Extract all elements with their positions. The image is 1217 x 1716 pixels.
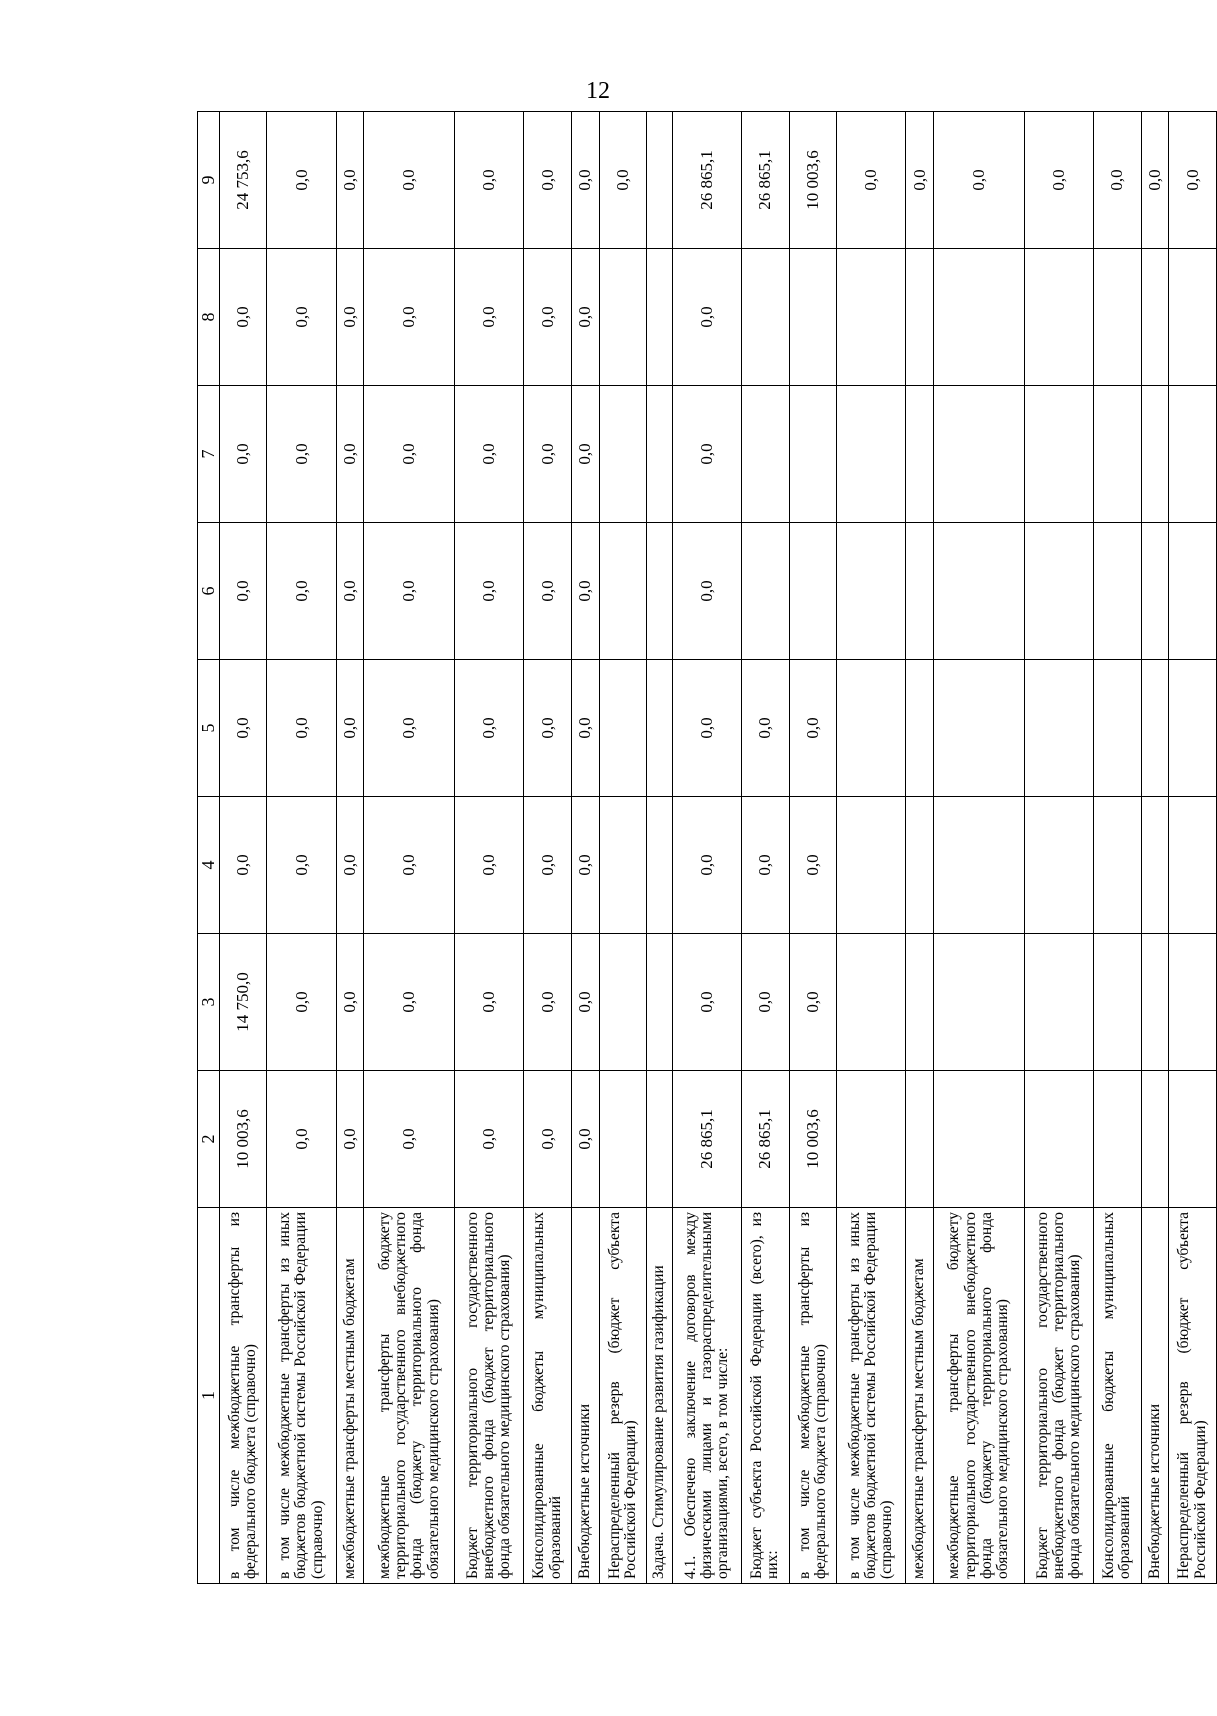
column-header: 6 [198, 523, 220, 660]
cell-value: 0,0 [672, 249, 741, 386]
cell-value [1141, 934, 1169, 1071]
cell-value [1169, 660, 1217, 797]
cell-value: 24 753,6 [219, 112, 266, 249]
cell-value: 0,0 [219, 386, 266, 523]
cell-value [742, 249, 789, 386]
cell-value: 0,0 [455, 249, 524, 386]
row-label: в том числе межбюджетные трансферты из иных бюджетов бюджетной системы Российской Федерации (справочно) [267, 1208, 336, 1584]
cell-value [647, 934, 673, 1071]
cell-value [934, 934, 1025, 1071]
cell-value [789, 523, 836, 660]
cell-value: 0,0 [524, 386, 571, 523]
cell-value: 10 003,6 [219, 1071, 266, 1208]
cell-value [1094, 386, 1141, 523]
table-row [571, 112, 599, 1584]
cell-value: 0,0 [672, 386, 741, 523]
table-row [742, 112, 789, 1584]
cell-value: 0,0 [219, 660, 266, 797]
cell-value [837, 386, 906, 523]
cell-value: 26 865,1 [742, 1071, 789, 1208]
cell-value: 0,0 [364, 386, 455, 523]
cell-value [837, 934, 906, 1071]
cell-value: 0,0 [524, 660, 571, 797]
cell-value [1024, 934, 1093, 1071]
cell-value [906, 1071, 934, 1208]
row-label: Внебюджетные источники [1141, 1208, 1169, 1584]
row-label: Консолидированные бюджеты муниципальных образований [1094, 1208, 1141, 1584]
cell-value: 0,0 [906, 112, 934, 249]
table-row [934, 112, 1025, 1584]
cell-value [599, 249, 646, 386]
cell-value: 0,0 [219, 523, 266, 660]
cell-value: 0,0 [364, 1071, 455, 1208]
cell-value: 0,0 [742, 660, 789, 797]
cell-value [906, 523, 934, 660]
cell-value: 0,0 [524, 523, 571, 660]
cell-value [1024, 1071, 1093, 1208]
column-header: 3 [198, 934, 220, 1071]
cell-value: 0,0 [455, 1071, 524, 1208]
row-label: Консолидированные бюджеты муниципальных образований [524, 1208, 571, 1584]
column-header: 1 [198, 1208, 220, 1584]
cell-value: 0,0 [364, 523, 455, 660]
cell-value [647, 1071, 673, 1208]
row-label: Нераспределенный резерв (бюджет субъекта Российской Федерации) [1169, 1208, 1217, 1584]
cell-value [1141, 660, 1169, 797]
cell-value: 0,0 [336, 934, 364, 1071]
cell-value [934, 386, 1025, 523]
cell-value [599, 386, 646, 523]
cell-value: 0,0 [524, 934, 571, 1071]
cell-value [789, 249, 836, 386]
cell-value: 0,0 [1024, 112, 1093, 249]
cell-value: 0,0 [267, 386, 336, 523]
column-number-row [198, 112, 220, 1584]
table-row [599, 112, 646, 1584]
cell-value: 0,0 [336, 1071, 364, 1208]
cell-value: 0,0 [571, 523, 599, 660]
cell-value [1141, 386, 1169, 523]
cell-value [1141, 797, 1169, 934]
row-label: Бюджет субъекта Российской Федерации (всего), из них: [742, 1208, 789, 1584]
cell-value [906, 660, 934, 797]
cell-value [906, 386, 934, 523]
cell-value [647, 386, 673, 523]
row-label: межбюджетные трансферты местным бюджетам [906, 1208, 934, 1584]
cell-value [837, 249, 906, 386]
cell-value: 0,0 [571, 797, 599, 934]
cell-value [647, 249, 673, 386]
row-label: в том числе межбюджетные трансферты из федерального бюджета (справочно) [789, 1208, 836, 1584]
table-row [672, 112, 741, 1584]
cell-value [906, 934, 934, 1071]
row-label: Задача. Стимулирование развития газификации [647, 1208, 673, 1584]
table-row [524, 112, 571, 1584]
cell-value: 0,0 [364, 797, 455, 934]
cell-value: 0,0 [1094, 112, 1141, 249]
cell-value [599, 797, 646, 934]
row-label: межбюджетные трансферты бюджету территориального государственного внебюджетного фонда (бюджету территориального фонда обязательного медицинского страхования) [934, 1208, 1025, 1584]
cell-value [1169, 1071, 1217, 1208]
column-header: 9 [198, 112, 220, 249]
cell-value: 0,0 [336, 660, 364, 797]
cell-value: 0,0 [455, 934, 524, 1071]
cell-value: 14 750,0 [219, 934, 266, 1071]
cell-value [837, 1071, 906, 1208]
column-header: 5 [198, 660, 220, 797]
cell-value: 0,0 [219, 249, 266, 386]
cell-value [742, 386, 789, 523]
table-row [219, 112, 266, 1584]
cell-value [647, 797, 673, 934]
cell-value [647, 660, 673, 797]
cell-value: 0,0 [336, 797, 364, 934]
table-row [336, 112, 364, 1584]
cell-value: 0,0 [599, 112, 646, 249]
cell-value: 0,0 [524, 797, 571, 934]
cell-value [599, 660, 646, 797]
cell-value: 0,0 [789, 660, 836, 797]
cell-value [599, 523, 646, 660]
page-number: 12 [586, 78, 610, 104]
row-label: Нераспределенный резерв (бюджет субъекта Российской Федерации) [599, 1208, 646, 1584]
cell-value [599, 934, 646, 1071]
row-label: Бюджет территориального государственного внебюджетного фонда (бюджет территориального фонда обязательного медицинского страхования) [455, 1208, 524, 1584]
cell-value [837, 660, 906, 797]
cell-value [1169, 934, 1217, 1071]
cell-value: 0,0 [455, 112, 524, 249]
cell-value: 0,0 [571, 660, 599, 797]
cell-value: 0,0 [524, 1071, 571, 1208]
cell-value: 0,0 [1169, 112, 1217, 249]
cell-value: 0,0 [1141, 112, 1169, 249]
cell-value: 0,0 [364, 112, 455, 249]
cell-value: 0,0 [837, 112, 906, 249]
cell-value [742, 523, 789, 660]
cell-value: 0,0 [267, 1071, 336, 1208]
cell-value [1024, 660, 1093, 797]
table-row [789, 112, 836, 1584]
column-header: 4 [198, 797, 220, 934]
cell-value: 26 865,1 [672, 1071, 741, 1208]
table-row [1024, 112, 1093, 1584]
cell-value: 0,0 [364, 660, 455, 797]
table-row [455, 112, 524, 1584]
cell-value: 0,0 [455, 797, 524, 934]
cell-value: 0,0 [934, 112, 1025, 249]
row-label: 4.1. Обеспечено заключение договоров между физическими лицами и газораспределительными организациями, всего, в том числе: [672, 1208, 741, 1584]
row-label: межбюджетные трансферты бюджету территориального государственного внебюджетного фонда (бюджету территориального фонда обязательного медицинского страхования) [364, 1208, 455, 1584]
cell-value: 0,0 [742, 797, 789, 934]
cell-value: 0,0 [524, 112, 571, 249]
cell-value [1169, 386, 1217, 523]
cell-value [1094, 523, 1141, 660]
cell-value [1169, 523, 1217, 660]
cell-value: 0,0 [267, 660, 336, 797]
table-row [1169, 112, 1217, 1584]
cell-value: 26 865,1 [742, 112, 789, 249]
cell-value: 0,0 [571, 112, 599, 249]
cell-value: 0,0 [455, 386, 524, 523]
cell-value: 0,0 [524, 249, 571, 386]
cell-value [1169, 797, 1217, 934]
column-header: 8 [198, 249, 220, 386]
row-label: в том числе межбюджетные трансферты из иных бюджетов бюджетной системы Российской Федерации (справочно) [837, 1208, 906, 1584]
cell-value: 0,0 [336, 112, 364, 249]
cell-value: 0,0 [267, 797, 336, 934]
table-row [1141, 112, 1169, 1584]
cell-value [837, 523, 906, 660]
cell-value [1094, 797, 1141, 934]
cell-value [1024, 249, 1093, 386]
cell-value: 0,0 [571, 249, 599, 386]
cell-value [789, 386, 836, 523]
cell-value: 0,0 [267, 934, 336, 1071]
cell-value [1094, 934, 1141, 1071]
cell-value: 0,0 [364, 249, 455, 386]
cell-value: 0,0 [336, 386, 364, 523]
table-body [219, 112, 1216, 1584]
cell-value [647, 112, 673, 249]
cell-value [1141, 523, 1169, 660]
cell-value: 0,0 [455, 523, 524, 660]
table-row [364, 112, 455, 1584]
row-label: межбюджетные трансферты местным бюджетам [336, 1208, 364, 1584]
cell-value [934, 523, 1025, 660]
cell-value [1024, 386, 1093, 523]
cell-value [1024, 523, 1093, 660]
rotated-table-wrapper [197, 112, 1217, 1584]
cell-value: 0,0 [672, 934, 741, 1071]
cell-value: 0,0 [672, 797, 741, 934]
cell-value [1024, 797, 1093, 934]
row-label: Внебюджетные источники [571, 1208, 599, 1584]
cell-value: 0,0 [571, 386, 599, 523]
budget-table [197, 111, 1217, 1584]
cell-value [934, 797, 1025, 934]
cell-value: 0,0 [571, 1071, 599, 1208]
cell-value [934, 660, 1025, 797]
cell-value: 10 003,6 [789, 1071, 836, 1208]
cell-value [906, 797, 934, 934]
table-row [837, 112, 906, 1584]
cell-value [1141, 1071, 1169, 1208]
cell-value: 0,0 [672, 660, 741, 797]
cell-value: 0,0 [267, 523, 336, 660]
cell-value [837, 797, 906, 934]
cell-value [934, 1071, 1025, 1208]
cell-value [1094, 660, 1141, 797]
cell-value: 0,0 [789, 934, 836, 1071]
row-label: в том числе межбюджетные трансферты из федерального бюджета (справочно) [219, 1208, 266, 1584]
column-header: 2 [198, 1071, 220, 1208]
cell-value: 10 003,6 [789, 112, 836, 249]
cell-value: 0,0 [455, 660, 524, 797]
cell-value: 0,0 [267, 249, 336, 386]
cell-value: 0,0 [336, 523, 364, 660]
cell-value: 0,0 [364, 934, 455, 1071]
row-label: Бюджет территориального государственного внебюджетного фонда (бюджет территориального фонда обязательного медицинского страхования) [1024, 1208, 1093, 1584]
cell-value [906, 249, 934, 386]
cell-value: 0,0 [672, 523, 741, 660]
cell-value [934, 249, 1025, 386]
cell-value [647, 523, 673, 660]
cell-value: 0,0 [571, 934, 599, 1071]
cell-value: 0,0 [742, 934, 789, 1071]
cell-value [1169, 249, 1217, 386]
cell-value: 0,0 [336, 249, 364, 386]
cell-value: 0,0 [267, 112, 336, 249]
table-row [906, 112, 934, 1584]
cell-value [1141, 249, 1169, 386]
cell-value [599, 1071, 646, 1208]
cell-value: 0,0 [789, 797, 836, 934]
column-header: 7 [198, 386, 220, 523]
cell-value [1094, 1071, 1141, 1208]
table-row [1094, 112, 1141, 1584]
cell-value: 26 865,1 [672, 112, 741, 249]
cell-value [1094, 249, 1141, 386]
cell-value: 0,0 [219, 797, 266, 934]
table-row [267, 112, 336, 1584]
table-row [647, 112, 673, 1584]
